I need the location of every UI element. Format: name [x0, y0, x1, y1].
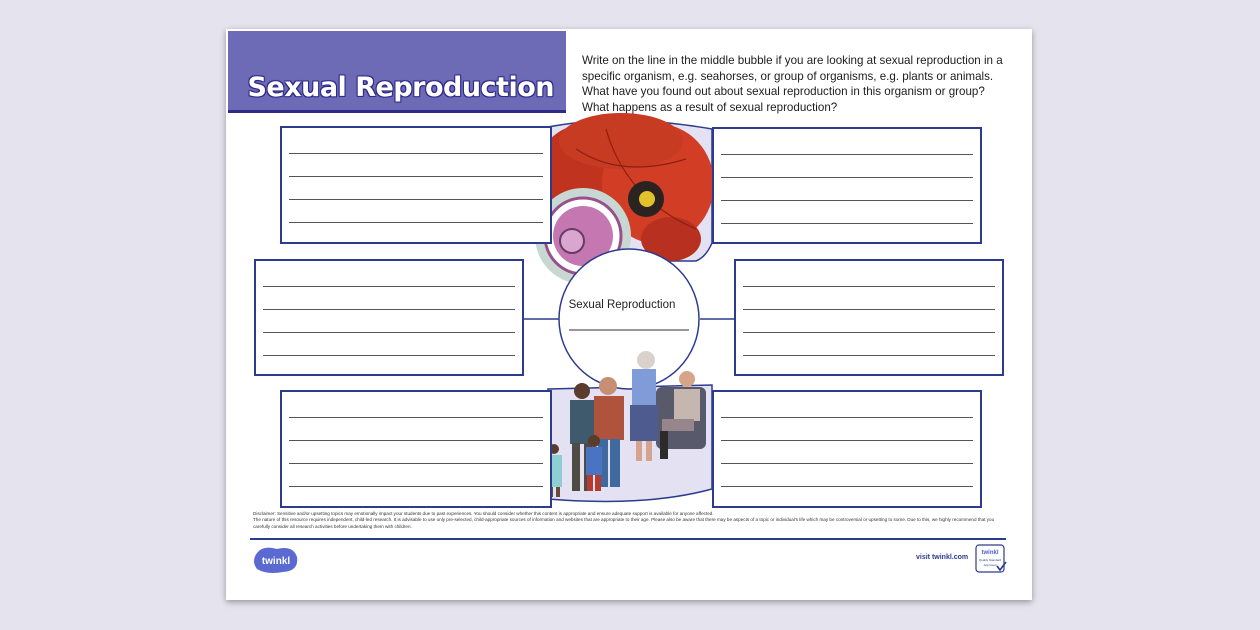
writing-line	[263, 332, 515, 333]
center-bubble	[559, 249, 699, 389]
visit-link[interactable]: visit twinkl.com	[916, 554, 969, 561]
writing-line	[289, 222, 543, 223]
writing-line	[721, 463, 973, 464]
answer-box-bottom-left[interactable]	[280, 390, 552, 508]
writing-line	[289, 440, 543, 441]
writing-line	[743, 309, 995, 310]
badge-brand: twinkl	[981, 550, 999, 556]
writing-line	[721, 200, 973, 201]
writing-line	[289, 199, 543, 200]
writing-line	[289, 463, 543, 464]
writing-line	[263, 286, 515, 287]
disclaimer-paragraph: Disclaimer: Sensitive and/or upsetting topics may emotionally impact your students due to past experiences. You should consider whether this content is appropriate and ensure adequate support is available for anyone affected.	[253, 511, 714, 516]
center-bubble-label: Sexual Reproduction	[568, 299, 676, 311]
writing-line	[721, 223, 973, 224]
badge-line-2: Approved	[983, 563, 997, 567]
writing-line	[289, 486, 543, 487]
writing-line	[721, 154, 973, 155]
twinkl-logo-icon[interactable]	[253, 545, 299, 575]
answer-box-bottom-right[interactable]	[712, 390, 982, 508]
logo-text: twinkl	[261, 556, 291, 567]
answer-box-middle-right[interactable]	[734, 259, 1004, 376]
writing-line	[721, 417, 973, 418]
footer-rule	[250, 538, 1006, 540]
answer-box-top-right[interactable]	[712, 127, 982, 244]
disclaimer	[253, 511, 1005, 530]
badge-line-1: Quality Standard	[978, 558, 1002, 562]
page-title: Sexual Reproduction	[247, 72, 554, 103]
quality-badge-icon	[975, 544, 1007, 574]
writing-line	[263, 355, 515, 356]
writing-line	[743, 355, 995, 356]
writing-line	[721, 177, 973, 178]
writing-line	[263, 309, 515, 310]
writing-line	[721, 486, 973, 487]
writing-line	[743, 332, 995, 333]
writing-line	[289, 176, 543, 177]
answer-box-top-left[interactable]	[280, 126, 552, 244]
writing-line	[721, 440, 973, 441]
writing-line	[289, 417, 543, 418]
answer-box-middle-left[interactable]	[254, 259, 524, 376]
worksheet	[226, 29, 1032, 600]
disclaimer-paragraph: The nature of this resource requires independent, child-led research. It is advisable to use only pre-selected, child-appropriate sources of information and websites that are appropriate to their age. Please also be aware that there may be aspects of a topic or individual's life which may be controversial or upsetting to some. Due to this, we highly recommend that you carefully consider all research activities before undertaking them with children.	[253, 517, 995, 529]
instructions: Write on the line in the middle bubble if you are looking at sexual reproduction in a specific organism, e.g. seahorses, or group of organisms, e.g. plants or animals. What have you found out about sexual reproduction in this organism or group? What happens as a result of sexual reproduction?	[582, 54, 1003, 114]
writing-line	[743, 286, 995, 287]
writing-line	[289, 153, 543, 154]
